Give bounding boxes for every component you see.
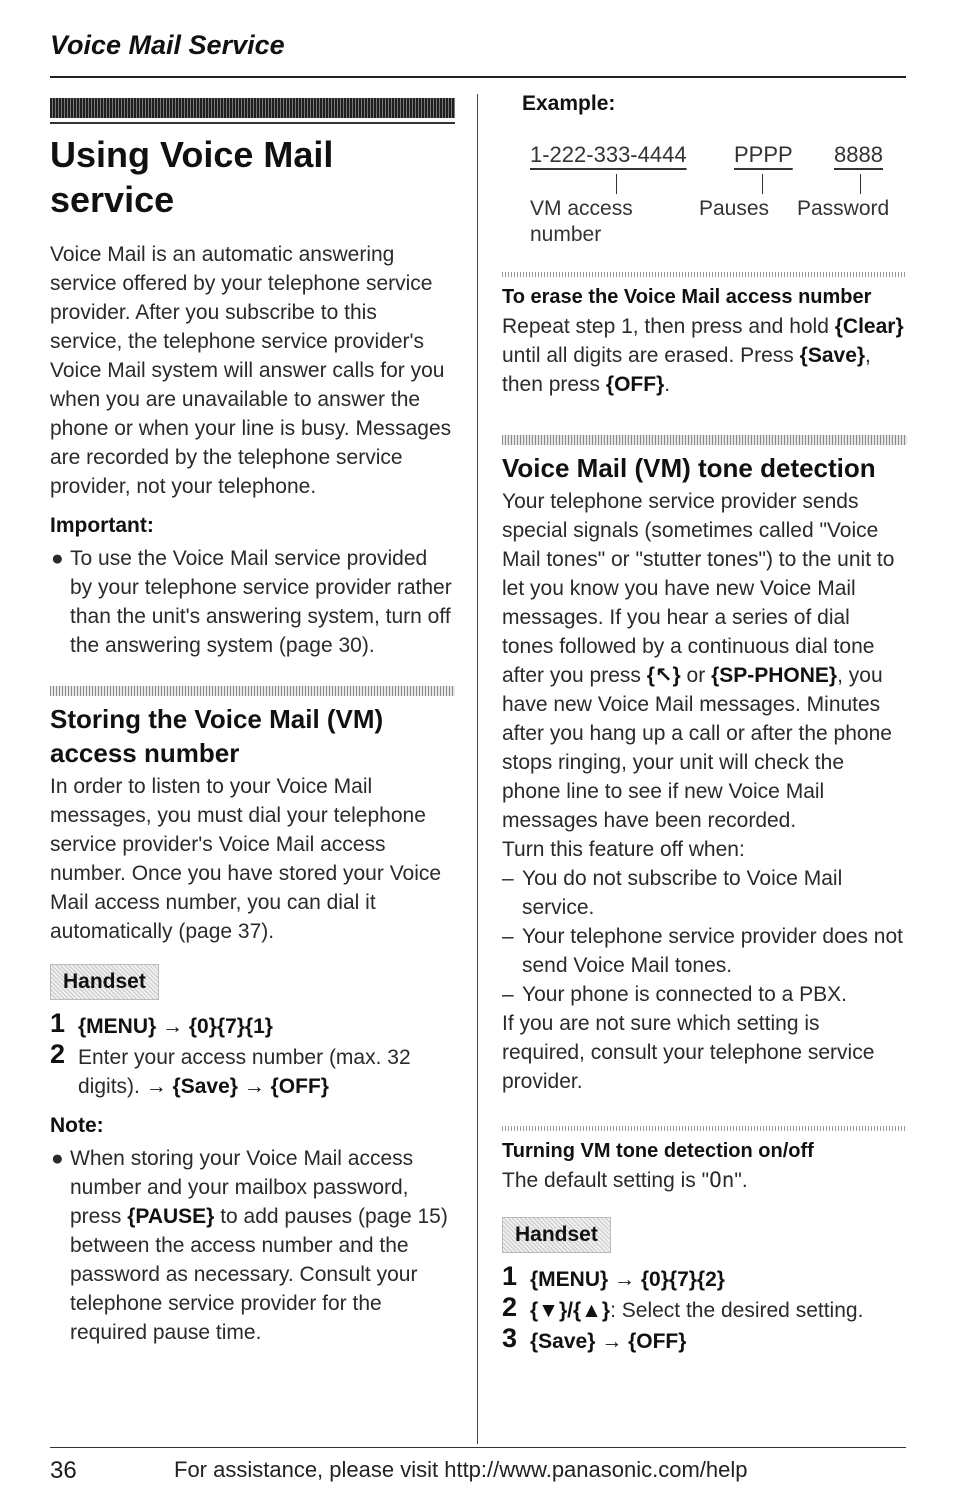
step-1 — [502, 1261, 907, 1294]
step-number: 1 — [502, 1261, 518, 1291]
pause-key: {PAUSE} — [127, 1205, 215, 1228]
example-caption-password: Password — [797, 197, 890, 220]
menu-key: {MENU} — [530, 1268, 609, 1291]
example-pointer — [616, 174, 617, 194]
example-diagram — [502, 92, 907, 246]
erase-text: , then press — [502, 344, 871, 396]
example-caption-access: VM access number — [530, 197, 633, 246]
step-2 — [50, 1039, 455, 1101]
footer-help-text: For assistance, please visit http://www.panasonic.com/help — [174, 1457, 748, 1482]
dash-item — [502, 864, 907, 922]
clear-key: {Clear} — [834, 315, 904, 338]
example-pointer — [860, 174, 861, 194]
step-number: 1 — [50, 1008, 66, 1038]
example-access-number: 1-222-333-4444 — [530, 142, 687, 167]
step-2 — [502, 1292, 907, 1325]
menu-key: {MENU} — [78, 1015, 157, 1038]
off-key: {OFF} — [628, 1330, 687, 1353]
example-pauses: PPPP — [734, 142, 793, 167]
default-text: ". — [734, 1169, 748, 1192]
turning-title: Turning VM tone detection on/off — [502, 1140, 814, 1162]
step-number: 2 — [50, 1039, 66, 1069]
digit-keys: {0}{7}{1} — [188, 1015, 273, 1038]
column-divider — [477, 94, 478, 1444]
arrow-icon: → — [243, 1075, 265, 1098]
default-setting — [502, 1166, 907, 1195]
arrow-icon: → — [614, 1268, 636, 1291]
running-header-title: Voice Mail Service — [50, 30, 285, 60]
save-key: {Save} — [172, 1075, 238, 1098]
default-value: On — [709, 1168, 735, 1192]
dash-item — [502, 922, 907, 980]
intro-paragraph: Voice Mail is an automatic answering service offered by your telephone service provider. After you subscribe to this service, the telephone service provider's Voice Mail system will answer calls for you when you are unavailable to answer the phone or when your line is busy. Messages are recorded by the telephone service provider, not your telephone. — [50, 243, 452, 498]
navigator-keys: {▼}/{▲} — [530, 1299, 611, 1322]
important-bullet-text: To use the Voice Mail service provided by your telephone service provider rather than the unit's answering system, turn off the answering system (page 30). — [70, 547, 452, 657]
erase-text: Repeat step 1, then press and hold — [502, 315, 829, 338]
dotted-divider — [502, 1126, 907, 1131]
arrow-icon: → — [601, 1330, 623, 1353]
left-column — [50, 98, 455, 1347]
turn-off-intro: Turn this feature off when: — [502, 838, 745, 861]
dash-item — [502, 980, 907, 1009]
dotted-divider — [502, 272, 907, 277]
arrow-icon: → — [162, 1015, 184, 1038]
example-caption-pauses: Pauses — [699, 197, 770, 220]
important-bullet — [50, 544, 455, 660]
step-2-text: : Select the desired setting. — [610, 1299, 864, 1322]
right-column — [502, 92, 907, 1358]
digit-keys: {0}{7}{2} — [640, 1268, 725, 1291]
tone-detection-title: Voice Mail (VM) tone detection — [502, 453, 876, 483]
dash-item-text: You do not subscribe to Voice Mail service. — [522, 867, 843, 919]
subsection-bar — [502, 435, 907, 445]
sp-phone-key: {SP-PHONE} — [711, 664, 838, 687]
dash-mark: – — [502, 925, 514, 948]
handset-badge: Handset — [50, 964, 159, 1000]
note-text-post: to add pauses (page 15) between the access number and the password as necessary. Consult your telephone service provider for the required pause time. — [70, 1205, 448, 1344]
subsection-bar — [50, 686, 455, 696]
example-password: 8888 — [834, 142, 883, 167]
erase-text: . — [664, 373, 671, 396]
tone-text: or — [686, 664, 706, 687]
note-bullet — [50, 1144, 455, 1347]
step-number: 2 — [502, 1292, 518, 1322]
save-key: {Save} — [799, 344, 866, 367]
off-key: {OFF} — [270, 1075, 329, 1098]
bullet-dot-icon: ● — [51, 1147, 64, 1170]
bullet-dot-icon: ● — [51, 547, 64, 570]
step-2-text: Enter your access number (max. 32 digits). — [78, 1046, 411, 1098]
talk-key: {↖} — [646, 664, 681, 687]
footer-rule — [50, 1447, 906, 1448]
off-key: {OFF} — [605, 373, 665, 396]
unsure-paragraph: If you are not sure which setting is required, consult your telephone service provider. — [502, 1012, 875, 1093]
storing-title: Storing the Voice Mail (VM) access number — [50, 704, 384, 768]
section-bar — [50, 98, 455, 118]
arrow-icon: → — [145, 1075, 167, 1098]
example-label: Example: — [522, 92, 616, 115]
default-text: The default setting is " — [502, 1169, 710, 1192]
handset-badge: Handset — [502, 1217, 611, 1253]
save-key: {Save} — [530, 1330, 596, 1353]
tone-paragraph — [502, 487, 907, 835]
tone-text: , you have new Voice Mail messages. Minutes after you hang up a call or after the phone stops ringing, your unit will check the phone line to see if new Voice Mail messages have been recorded. — [502, 664, 892, 832]
header-rule — [50, 76, 906, 78]
erase-paragraph — [502, 312, 907, 399]
erase-title: To erase the Voice Mail access number — [502, 286, 872, 308]
important-label: Important: — [50, 514, 154, 537]
section-bar-rule — [50, 122, 455, 124]
tone-text: Your telephone service provider sends special signals (sometimes called "Voice Mail tones" or "stutter tones") to the unit to let you know you have new Voice Mail messages. If you hear a series of dial tones followed by a continuous dial tone after you press — [502, 490, 895, 687]
page-number: 36 — [50, 1457, 77, 1484]
erase-text: until all digits are erased. Press — [502, 344, 794, 367]
step-number: 3 — [502, 1323, 518, 1353]
step-1 — [50, 1008, 455, 1041]
dash-mark: – — [502, 983, 514, 1006]
storing-paragraph: In order to listen to your Voice Mail messages, you must dial your telephone service provider's Voice Mail access number. Once you have stored your Voice Mail access number, you can dial it automatically (page 37). — [50, 775, 442, 943]
dash-item-text: Your telephone service provider does not send Voice Mail tones. — [522, 925, 903, 977]
dash-item-text: Your phone is connected to a PBX. — [522, 983, 847, 1006]
dash-mark: – — [502, 867, 514, 890]
note-text-pre: When storing your Voice Mail access number and your mailbox password, press — [70, 1147, 414, 1228]
example-pointer — [762, 174, 763, 194]
step-3 — [502, 1323, 907, 1356]
section-title: Using Voice Mail service — [50, 134, 334, 220]
note-label: Note: — [50, 1114, 104, 1137]
